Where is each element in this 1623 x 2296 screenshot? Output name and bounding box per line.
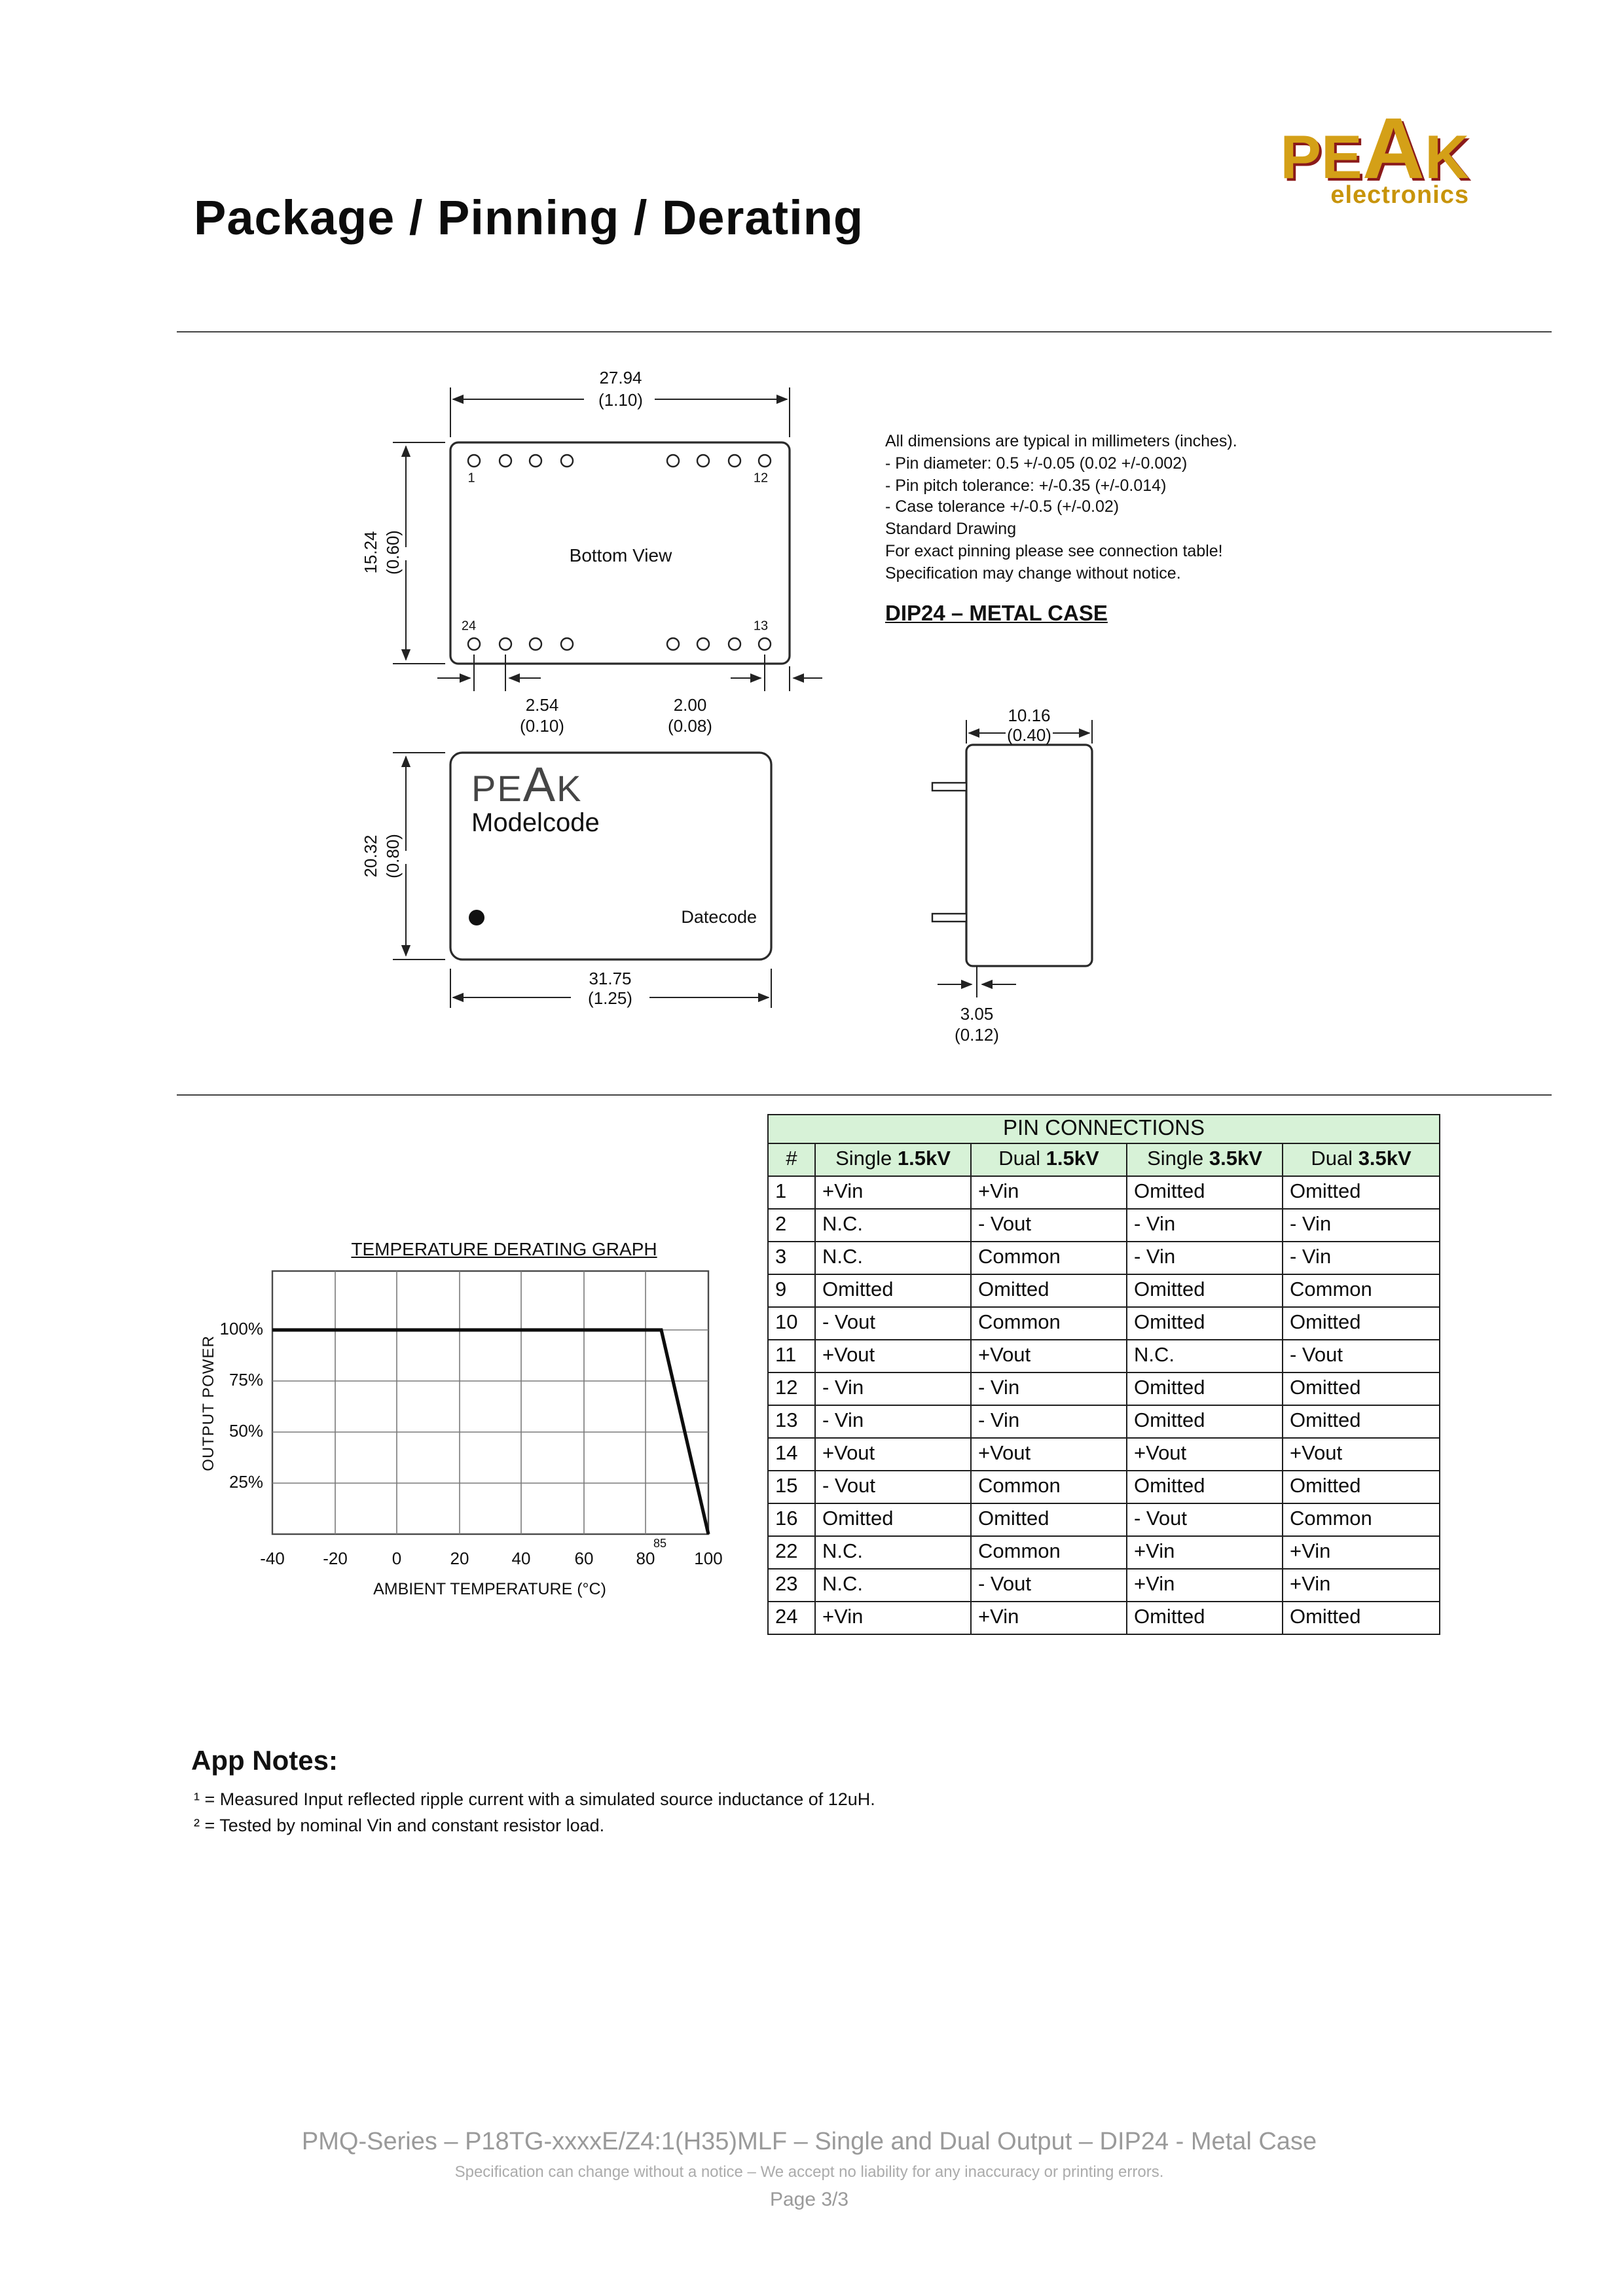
table-row bbox=[768, 1242, 1440, 1274]
pin-cell: 12 bbox=[768, 1372, 815, 1405]
pin-cell: Omitted bbox=[971, 1274, 1127, 1307]
pin-cell: +Vin bbox=[1283, 1536, 1440, 1569]
pin-cell: +Vin bbox=[1283, 1569, 1440, 1602]
ytick-100: 100% bbox=[219, 1319, 263, 1339]
table-row bbox=[768, 1471, 1440, 1503]
note-line: - Pin diameter: 0.5 +/-0.05 (0.02 +/-0.002) bbox=[885, 454, 1188, 473]
app-note-line-2: ² = Tested by nominal Vin and constant resistor load. bbox=[194, 1816, 605, 1835]
pin-cell: +Vin bbox=[971, 1176, 1127, 1209]
pin-cell: Common bbox=[971, 1307, 1127, 1340]
ytick-75: 75% bbox=[228, 1370, 263, 1390]
xtick: 0 bbox=[392, 1549, 402, 1568]
dim-height-mm: 15.24 bbox=[361, 531, 381, 574]
ytick-25: 25% bbox=[228, 1472, 263, 1492]
table-row bbox=[768, 1602, 1440, 1634]
pin-cell: Common bbox=[971, 1242, 1127, 1274]
note-line: Specification may change without notice. bbox=[885, 564, 1181, 583]
pin-cell: - Vin bbox=[1127, 1209, 1283, 1242]
dim-width-in: (1.10) bbox=[598, 390, 643, 410]
pin-cell: - Vout bbox=[815, 1471, 971, 1503]
side-dim-pin-mm: 3.05 bbox=[960, 1004, 994, 1024]
peak-logo-subtitle: electronics bbox=[1330, 182, 1469, 210]
xtick: 80 bbox=[636, 1549, 655, 1568]
pin-cell: 23 bbox=[768, 1569, 815, 1602]
pin-cell: - Vin bbox=[815, 1405, 971, 1438]
col-header-dual-1-5kv: Dual 1.5kV bbox=[971, 1143, 1127, 1176]
pin-cell: Omitted bbox=[1283, 1471, 1440, 1503]
pin-label-24: 24 bbox=[461, 619, 477, 634]
front-dim-width-mm: 31.75 bbox=[589, 969, 632, 988]
pin-cell: +Vout bbox=[815, 1438, 971, 1471]
table-row bbox=[768, 1274, 1440, 1307]
pin-cell: +Vout bbox=[971, 1340, 1127, 1372]
ytick-50: 50% bbox=[228, 1421, 263, 1441]
pin-cell: N.C. bbox=[1127, 1340, 1283, 1372]
pin-cell: Omitted bbox=[1127, 1176, 1283, 1209]
graph-xlabel: AMBIENT TEMPERATURE (°C) bbox=[373, 1580, 606, 1598]
pin-cell: N.C. bbox=[815, 1536, 971, 1569]
knee-label: 85 bbox=[653, 1537, 667, 1550]
footer-page-number: Page 3/3 bbox=[769, 2189, 849, 2211]
col-header-single-1-5kv: Single 1.5kV bbox=[815, 1143, 971, 1176]
xtick: 40 bbox=[511, 1549, 531, 1568]
pin-cell: - Vout bbox=[971, 1209, 1127, 1242]
table-row bbox=[768, 1307, 1440, 1340]
pin-cell: +Vin bbox=[971, 1602, 1127, 1634]
pin-cell: - Vin bbox=[1127, 1242, 1283, 1274]
pin-cell: - Vout bbox=[1283, 1340, 1440, 1372]
table-row bbox=[768, 1503, 1440, 1536]
dimension-notes bbox=[885, 431, 1237, 584]
pin-cell: 9 bbox=[768, 1274, 815, 1307]
pin-cell: - Vin bbox=[971, 1372, 1127, 1405]
pin-cell: +Vin bbox=[1127, 1569, 1283, 1602]
pin-cell: Omitted bbox=[1127, 1405, 1283, 1438]
pin-cell: - Vout bbox=[815, 1307, 971, 1340]
graph-ylabel: OUTPUT POWER bbox=[199, 1335, 218, 1471]
bottom-view-label: Bottom View bbox=[569, 544, 672, 565]
table-row bbox=[768, 1176, 1440, 1209]
footer-series-line: PMQ-Series – P18TG-xxxxE/Z4:1(H35)MLF – Single and Dual Output – DIP24 - Metal Case bbox=[301, 2128, 1317, 2156]
dim-pitch-in: (0.10) bbox=[520, 716, 564, 736]
app-note-line-1: ¹ = Measured Input reflected ripple current with a simulated source inductance of 12uH. bbox=[194, 1789, 875, 1809]
xtick: -20 bbox=[323, 1549, 348, 1568]
side-view-drawing bbox=[932, 720, 1092, 997]
pin-cell: Common bbox=[971, 1536, 1127, 1569]
xtick: 60 bbox=[574, 1549, 594, 1568]
pin-cell: +Vin bbox=[815, 1602, 971, 1634]
note-line: All dimensions are typical in millimeters (inches). bbox=[885, 432, 1237, 450]
pin-cell: 13 bbox=[768, 1405, 815, 1438]
pin-cell: +Vin bbox=[1127, 1536, 1283, 1569]
pin-cell: - Vin bbox=[1283, 1242, 1440, 1274]
table-row bbox=[768, 1340, 1440, 1372]
pin-label-12: 12 bbox=[753, 471, 769, 486]
pin-cell: Omitted bbox=[1283, 1602, 1440, 1634]
table-row bbox=[768, 1372, 1440, 1405]
pin-cell: - Vout bbox=[1127, 1503, 1283, 1536]
side-dim-width-in: (0.40) bbox=[1007, 725, 1051, 745]
pin-cell: Omitted bbox=[1127, 1372, 1283, 1405]
side-dim-pin-in: (0.12) bbox=[955, 1025, 999, 1045]
pin-cell: N.C. bbox=[815, 1242, 971, 1274]
case-heading: DIP24 – METAL CASE bbox=[885, 602, 1108, 626]
table-title: PIN CONNECTIONS bbox=[768, 1115, 1440, 1143]
pin-cell: Omitted bbox=[1127, 1307, 1283, 1340]
xtick: 20 bbox=[450, 1549, 469, 1568]
front-dim-width-in: (1.25) bbox=[588, 988, 632, 1008]
note-line: - Pin pitch tolerance: +/-0.35 (+/-0.014) bbox=[885, 476, 1167, 495]
front-view-brand: PEAK bbox=[471, 758, 583, 812]
pin-cell: N.C. bbox=[815, 1209, 971, 1242]
table-row bbox=[768, 1209, 1440, 1242]
pin-cell: Omitted bbox=[1127, 1602, 1283, 1634]
pin-cell: Omitted bbox=[1283, 1405, 1440, 1438]
pin-cell: 10 bbox=[768, 1307, 815, 1340]
pin-connections-table bbox=[767, 1114, 1440, 1635]
note-line: Standard Drawing bbox=[885, 520, 1017, 539]
dim-edge-in: (0.08) bbox=[668, 716, 712, 736]
table-title-row bbox=[768, 1115, 1440, 1143]
col-header-single-3-5kv: Single 3.5kV bbox=[1127, 1143, 1283, 1176]
pin-cell: +Vout bbox=[971, 1438, 1127, 1471]
side-dim-width-mm: 10.16 bbox=[1008, 706, 1051, 725]
pin-cell: 1 bbox=[768, 1176, 815, 1209]
section-divider-middle bbox=[177, 1094, 1552, 1096]
note-line: For exact pinning please see connection table! bbox=[885, 541, 1223, 560]
pin-cell: Common bbox=[1283, 1274, 1440, 1307]
pin-cell: +Vout bbox=[1127, 1438, 1283, 1471]
pin-cell: - Vin bbox=[815, 1372, 971, 1405]
pin-cell: 16 bbox=[768, 1503, 815, 1536]
pin-cell: Omitted bbox=[815, 1503, 971, 1536]
pin-cell: 3 bbox=[768, 1242, 815, 1274]
footer-disclaimer: Specification can change without a notice – We accept no liability for any inaccuracy or printing errors. bbox=[454, 2162, 1164, 2181]
pin-cell: Omitted bbox=[1283, 1307, 1440, 1340]
pin-cell: 11 bbox=[768, 1340, 815, 1372]
xtick: 100 bbox=[694, 1549, 723, 1568]
pin-cell: - Vin bbox=[1283, 1209, 1440, 1242]
pin-cell: 24 bbox=[768, 1602, 815, 1634]
page-title: Package / Pinning / Derating bbox=[194, 191, 864, 245]
table-row bbox=[768, 1438, 1440, 1471]
front-dim-height-mm: 20.32 bbox=[361, 834, 381, 878]
bottom-view-drawing bbox=[393, 387, 822, 691]
table-row bbox=[768, 1536, 1440, 1569]
app-notes-heading: App Notes: bbox=[191, 1746, 338, 1776]
pin-cell: Omitted bbox=[815, 1274, 971, 1307]
pin-label-1: 1 bbox=[467, 471, 475, 486]
pin-cell: +Vout bbox=[1283, 1438, 1440, 1471]
logo-letter-a: A bbox=[1362, 99, 1425, 196]
dim-edge-mm: 2.00 bbox=[673, 695, 707, 715]
peak-logo bbox=[1199, 99, 1469, 211]
pin-cell: Common bbox=[1283, 1503, 1440, 1536]
logo-letter-k: K bbox=[1425, 122, 1469, 191]
derating-graph-plot bbox=[272, 1271, 708, 1534]
pin-cell: 22 bbox=[768, 1536, 815, 1569]
note-line: - Case tolerance +/-0.5 (+/-0.02) bbox=[885, 497, 1120, 516]
logo-letters-pe: PE bbox=[1280, 122, 1362, 191]
front-view-modelcode: Modelcode bbox=[471, 809, 600, 838]
pin-cell: - Vout bbox=[971, 1569, 1127, 1602]
pin-cell: Omitted bbox=[971, 1503, 1127, 1536]
pin-cell: Common bbox=[971, 1471, 1127, 1503]
col-header-dual-3-5kv: Dual 3.5kV bbox=[1283, 1143, 1440, 1176]
dim-pitch-mm: 2.54 bbox=[525, 695, 559, 715]
graph-title: TEMPERATURE DERATING GRAPH bbox=[351, 1238, 657, 1259]
pin-cell: Omitted bbox=[1283, 1372, 1440, 1405]
table-header-row bbox=[768, 1143, 1440, 1176]
table-row bbox=[768, 1569, 1440, 1602]
col-header-number: # bbox=[768, 1143, 815, 1176]
xtick: -40 bbox=[260, 1549, 285, 1568]
front-view-datecode: Datecode bbox=[681, 907, 757, 927]
section-divider-top bbox=[177, 331, 1552, 332]
front-dim-height-in: (0.80) bbox=[383, 834, 403, 878]
pin-cell: +Vout bbox=[815, 1340, 971, 1372]
pin-cell: Omitted bbox=[1127, 1471, 1283, 1503]
pin-cell: - Vin bbox=[971, 1405, 1127, 1438]
pin-cell: Omitted bbox=[1283, 1176, 1440, 1209]
pin-label-13: 13 bbox=[753, 619, 769, 634]
pin-cell: N.C. bbox=[815, 1569, 971, 1602]
pin-cell: 15 bbox=[768, 1471, 815, 1503]
table-row bbox=[768, 1405, 1440, 1438]
pin-cell: 14 bbox=[768, 1438, 815, 1471]
dim-width-mm: 27.94 bbox=[599, 368, 642, 387]
pin-cell: +Vin bbox=[815, 1176, 971, 1209]
pin-cell: 2 bbox=[768, 1209, 815, 1242]
pin-cell: Omitted bbox=[1127, 1274, 1283, 1307]
dim-height-in: (0.60) bbox=[383, 530, 403, 575]
